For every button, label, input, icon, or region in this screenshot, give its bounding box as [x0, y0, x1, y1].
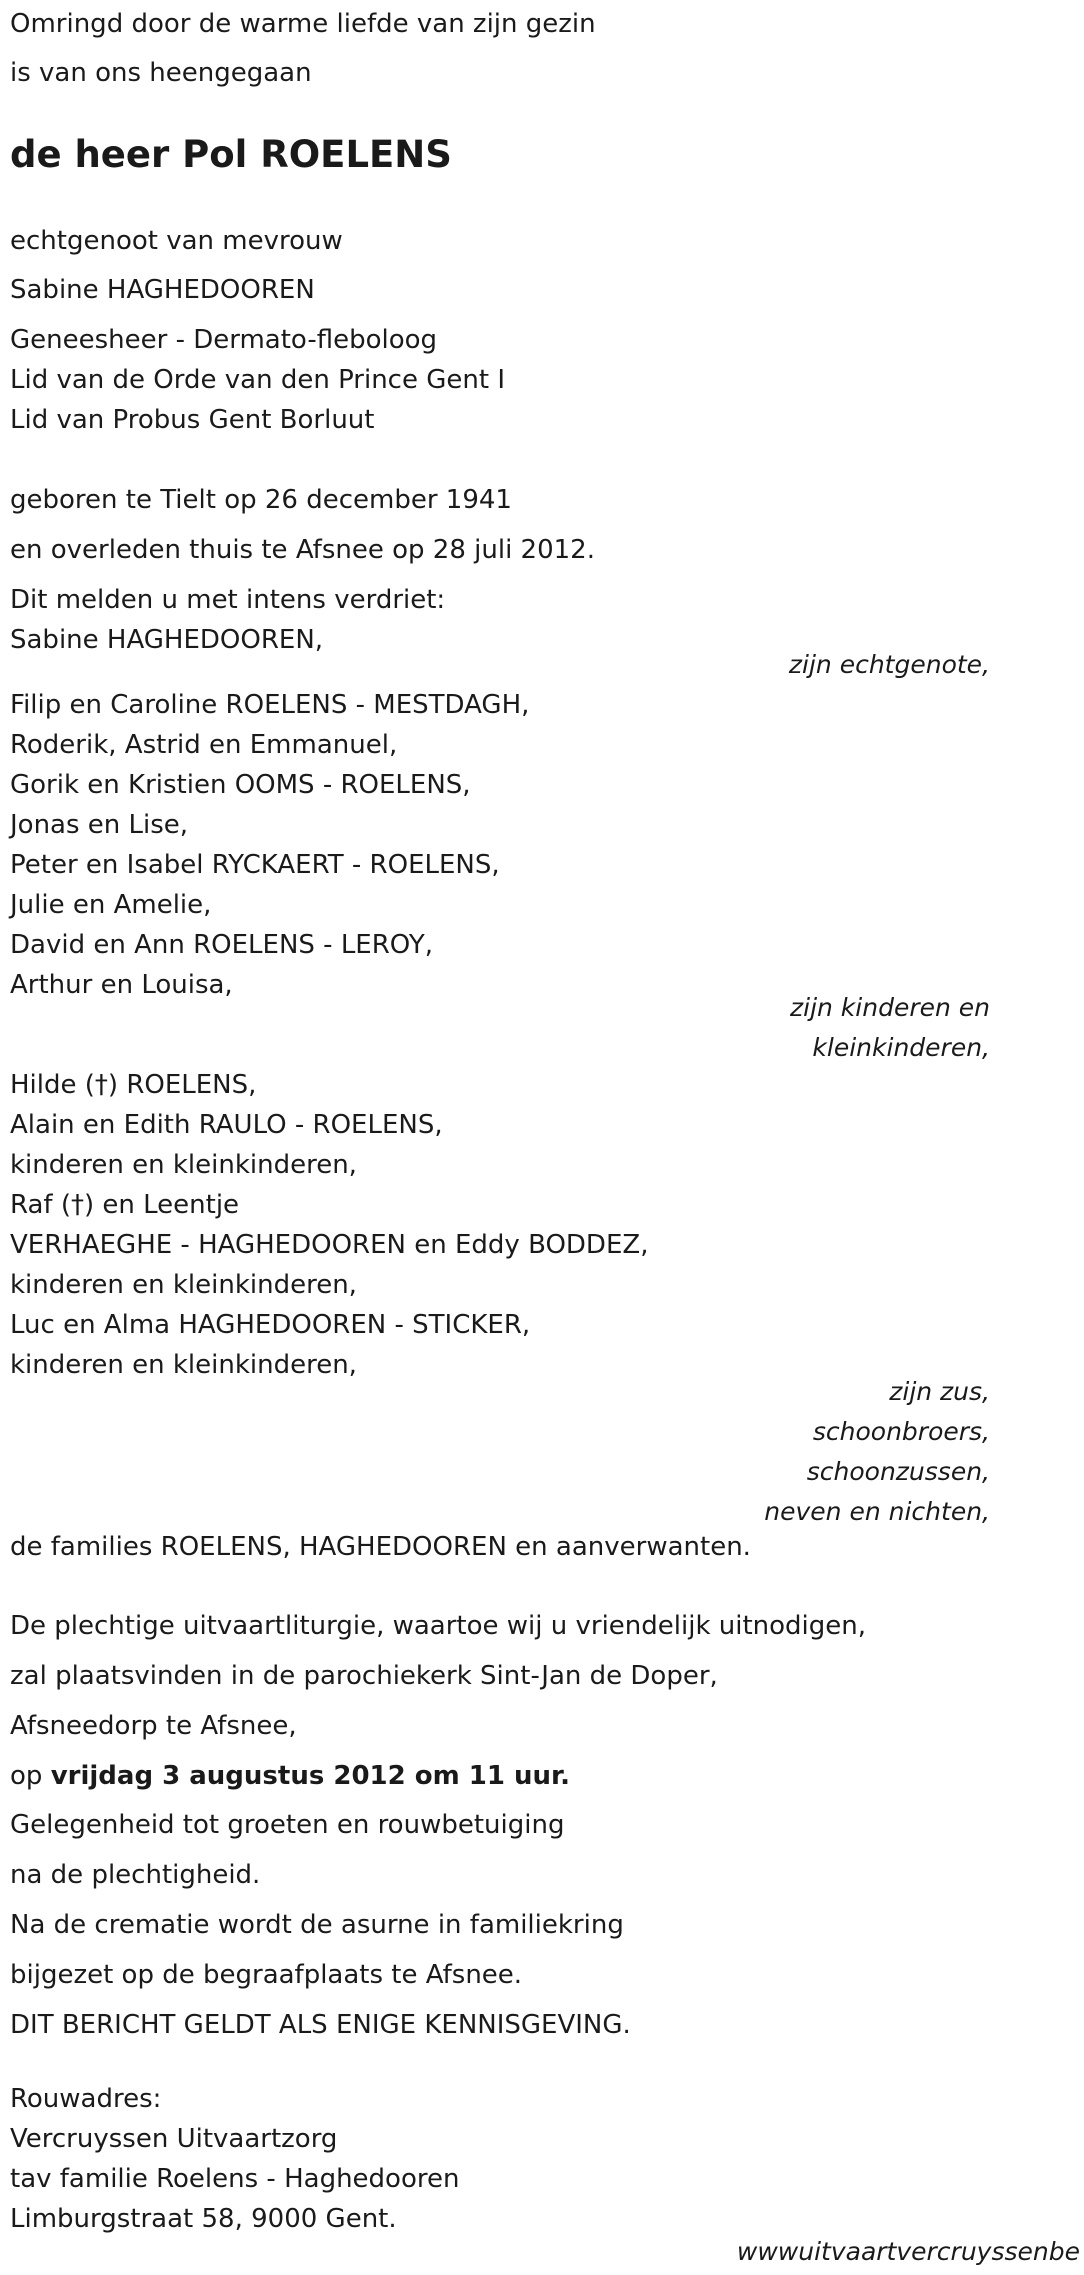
sibling-line-3: kinderen en kleinkinderen, [10, 1150, 357, 1180]
closing-line-1: Gelegenheid tot groeten en rouwbetuiging [10, 1810, 565, 1840]
sibling-line-6: kinderen en kleinkinderen, [10, 1270, 357, 1300]
children-role-1: zijn kinderen en [790, 993, 990, 1022]
ceremony-date [10, 1758, 570, 1794]
address-line-1: Rouwadres: [10, 2084, 162, 2114]
child-line-8: Arthur en Louisa, [10, 970, 233, 1000]
child-line-2: Roderik, Astrid en Emmanuel, [10, 730, 398, 760]
spouse-line-2: Sabine HAGHEDOOREN [10, 275, 315, 305]
sibling-line-8: kinderen en kleinkinderen, [10, 1350, 357, 1380]
sibling-line-4: Raf (†) en Leentje [10, 1190, 240, 1220]
closing-line-5: DIT BERICHT GELDT ALS ENIGE KENNISGEVING. [10, 2010, 631, 2040]
website-footer: wwwuitvaartvercruyssenbe [736, 2237, 1080, 2266]
title-line-3: Lid van Probus Gent Borluut [10, 405, 375, 435]
death-line: en overleden thuis te Afsnee op 28 juli 2012. [10, 535, 595, 565]
spouse-line-1: echtgenoot van mevrouw [10, 226, 343, 256]
child-line-7: David en Ann ROELENS - LEROY, [10, 930, 433, 960]
sibling-line-5: VERHAEGHE - HAGHEDOOREN en Eddy BODDEZ, [10, 1230, 649, 1260]
closing-line-4: bijgezet op de begraafplaats te Afsnee. [10, 1960, 523, 1990]
announce-line: Dit melden u met intens verdriet: [10, 585, 446, 615]
sibling-line-7: Luc en Alma HAGHEDOOREN - STICKER, [10, 1310, 531, 1340]
child-line-6: Julie en Amelie, [10, 890, 212, 920]
child-line-1: Filip en Caroline ROELENS - MESTDAGH, [10, 690, 530, 720]
address-line-4: Limburgstraat 58, 9000 Gent. [10, 2204, 397, 2234]
deceased-name: de heer Pol ROELENS [10, 133, 452, 176]
siblings-role-3: schoonzussen, [806, 1457, 990, 1486]
children-role-2: kleinkinderen, [812, 1033, 990, 1062]
siblings-role-2: schoonbroers, [812, 1417, 990, 1446]
siblings-role-1: zijn zus, [889, 1377, 990, 1406]
date-prefix: op [10, 1761, 51, 1791]
sibling-line-2: Alain en Edith RAULO - ROELENS, [10, 1110, 443, 1140]
child-line-4: Jonas en Lise, [10, 810, 189, 840]
intro-line-2: is van ons heengegaan [10, 58, 312, 88]
child-line-3: Gorik en Kristien OOMS - ROELENS, [10, 770, 471, 800]
closing-line-2: na de plechtigheid. [10, 1860, 261, 1890]
title-line-1: Geneesheer - Dermato-fleboloog [10, 325, 438, 355]
date-bold: vrijdag 3 augustus 2012 om 11 uur. [50, 1761, 571, 1791]
sibling-line-1: Hilde (†) ROELENS, [10, 1070, 257, 1100]
widow-role: zijn echtgenote, [788, 650, 990, 679]
closing-line-3: Na de crematie wordt de asurne in familiekring [10, 1910, 624, 1940]
siblings-role-4: neven en nichten, [764, 1497, 990, 1526]
title-line-2: Lid van de Orde van den Prince Gent I [10, 365, 505, 395]
widow-name: Sabine HAGHEDOOREN, [10, 625, 324, 655]
ceremony-line-3: Afsneedorp te Afsnee, [10, 1711, 297, 1741]
ceremony-line-2: zal plaatsvinden in de parochiekerk Sint-Jan de Doper, [10, 1661, 718, 1691]
families-line: de families ROELENS, HAGHEDOOREN en aanverwanten. [10, 1532, 751, 1562]
intro-line-1: Omringd door de warme liefde van zijn gezin [10, 9, 596, 39]
address-line-2: Vercruyssen Uitvaartzorg [10, 2124, 338, 2154]
birth-line: geboren te Tielt op 26 december 1941 [10, 485, 512, 515]
address-line-3: tav familie Roelens - Haghedooren [10, 2164, 460, 2194]
ceremony-line-1: De plechtige uitvaartliturgie, waartoe wij u vriendelijk uitnodigen, [10, 1611, 867, 1641]
child-line-5: Peter en Isabel RYCKAERT - ROELENS, [10, 850, 500, 880]
